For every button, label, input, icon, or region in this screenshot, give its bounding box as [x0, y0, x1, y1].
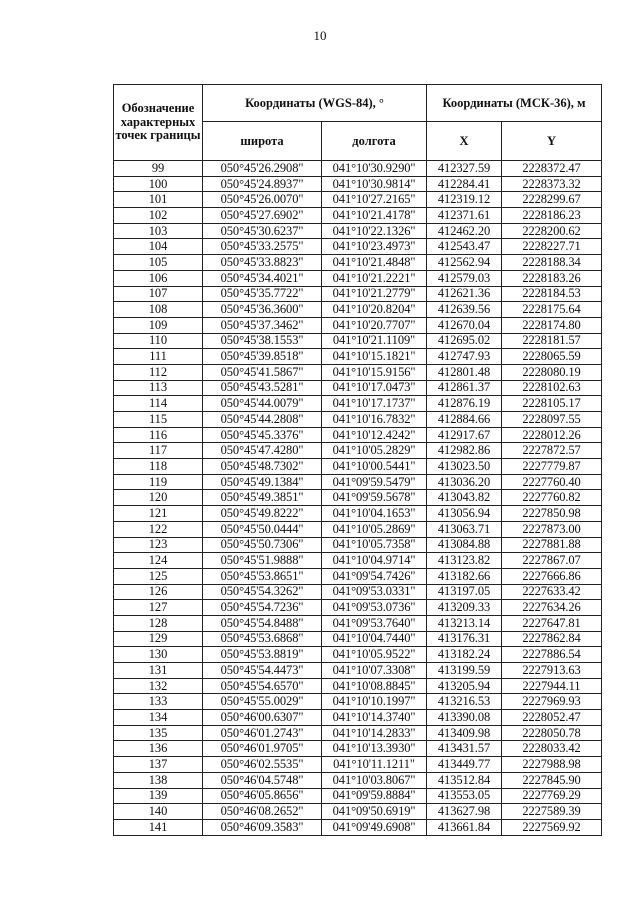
table-row [114, 647, 602, 663]
longitude-cell: 041°10'13.3930" [322, 741, 427, 757]
table-row [114, 208, 602, 224]
point-number-cell: 131 [114, 663, 203, 679]
latitude-cell: 050°46'05.8656" [203, 788, 322, 804]
table-row [114, 161, 602, 177]
latitude-cell: 050°46'00.6307" [203, 710, 322, 726]
table-row [114, 553, 602, 569]
y-cell: 2227881.88 [502, 537, 602, 553]
point-number-cell: 105 [114, 255, 203, 271]
table-row [114, 584, 602, 600]
latitude-cell: 050°45'30.6237" [203, 223, 322, 239]
longitude-cell: 041°10'15.9156" [322, 364, 427, 380]
latitude-cell: 050°45'26.2908" [203, 161, 322, 177]
y-cell: 2227666.86 [502, 568, 602, 584]
y-cell: 2228372.47 [502, 161, 602, 177]
latitude-cell: 050°45'49.8222" [203, 506, 322, 522]
longitude-cell: 041°10'20.7707" [322, 317, 427, 333]
table-row [114, 255, 602, 271]
longitude-cell: 041°10'27.2165" [322, 192, 427, 208]
longitude-cell: 041°09'53.0736" [322, 600, 427, 616]
x-cell: 413627.98 [427, 804, 502, 820]
x-cell: 412917.67 [427, 427, 502, 443]
x-cell: 413390.08 [427, 710, 502, 726]
header-point-designation: Обозначение характерных точек границы [114, 85, 203, 161]
table-row [114, 443, 602, 459]
point-number-cell: 122 [114, 521, 203, 537]
y-cell: 2228065.59 [502, 349, 602, 365]
longitude-cell: 041°10'14.2833" [322, 725, 427, 741]
x-cell: 412639.56 [427, 302, 502, 318]
point-number-cell: 108 [114, 302, 203, 318]
table-body [114, 161, 602, 836]
table-row [114, 286, 602, 302]
x-cell: 412876.19 [427, 396, 502, 412]
point-number-cell: 124 [114, 553, 203, 569]
point-number-cell: 126 [114, 584, 203, 600]
y-cell: 2227760.82 [502, 490, 602, 506]
x-cell: 413197.05 [427, 584, 502, 600]
table-row [114, 459, 602, 475]
point-number-cell: 109 [114, 317, 203, 333]
latitude-cell: 050°45'53.6868" [203, 631, 322, 647]
x-cell: 412884.66 [427, 412, 502, 428]
y-cell: 2228080.19 [502, 364, 602, 380]
table-row [114, 694, 602, 710]
page-number: 10 [313, 28, 327, 43]
latitude-cell: 050°46'02.5535" [203, 757, 322, 773]
y-cell: 2227845.90 [502, 772, 602, 788]
longitude-cell: 041°10'23.4973" [322, 239, 427, 255]
x-cell: 412371.61 [427, 208, 502, 224]
point-number-cell: 101 [114, 192, 203, 208]
x-cell: 413661.84 [427, 819, 502, 835]
y-cell: 2227913.63 [502, 663, 602, 679]
x-cell: 413431.57 [427, 741, 502, 757]
point-number-cell: 120 [114, 490, 203, 506]
x-cell: 412543.47 [427, 239, 502, 255]
table-row [114, 474, 602, 490]
y-cell: 2227769.29 [502, 788, 602, 804]
point-number-cell: 114 [114, 396, 203, 412]
latitude-cell: 050°45'43.5281" [203, 380, 322, 396]
y-cell: 2227569.92 [502, 819, 602, 835]
latitude-cell: 050°45'51.9888" [203, 553, 322, 569]
longitude-cell: 041°09'53.0331" [322, 584, 427, 600]
longitude-cell: 041°10'05.9522" [322, 647, 427, 663]
latitude-cell: 050°45'27.6902" [203, 208, 322, 224]
longitude-cell: 041°10'21.4178" [322, 208, 427, 224]
table-row [114, 317, 602, 333]
table-row [114, 537, 602, 553]
y-cell: 2227944.11 [502, 678, 602, 694]
y-cell: 2227862.84 [502, 631, 602, 647]
x-cell: 413553.05 [427, 788, 502, 804]
latitude-cell: 050°45'50.0444" [203, 521, 322, 537]
x-cell: 412462.20 [427, 223, 502, 239]
latitude-cell: 050°45'38.1553" [203, 333, 322, 349]
y-cell: 2228050.78 [502, 725, 602, 741]
latitude-cell: 050°45'44.0079" [203, 396, 322, 412]
point-number-cell: 104 [114, 239, 203, 255]
coordinates-table [113, 84, 602, 836]
point-number-cell: 110 [114, 333, 203, 349]
y-cell: 2227634.26 [502, 600, 602, 616]
latitude-cell: 050°45'36.3600" [203, 302, 322, 318]
longitude-cell: 041°10'05.2829" [322, 443, 427, 459]
point-number-cell: 137 [114, 757, 203, 773]
latitude-cell: 050°45'55.0029" [203, 694, 322, 710]
point-number-cell: 121 [114, 506, 203, 522]
table-row [114, 490, 602, 506]
x-cell: 413209.33 [427, 600, 502, 616]
x-cell: 413043.82 [427, 490, 502, 506]
point-number-cell: 128 [114, 615, 203, 631]
longitude-cell: 041°09'49.6908" [322, 819, 427, 835]
longitude-cell: 041°10'00.5441" [322, 459, 427, 475]
x-cell: 412861.37 [427, 380, 502, 396]
y-cell: 2228188.34 [502, 255, 602, 271]
latitude-cell: 050°45'44.2808" [203, 412, 322, 428]
table-row [114, 772, 602, 788]
longitude-cell: 041°10'05.7358" [322, 537, 427, 553]
y-cell: 2227872.57 [502, 443, 602, 459]
x-cell: 413123.82 [427, 553, 502, 569]
x-cell: 413084.88 [427, 537, 502, 553]
table-row [114, 223, 602, 239]
point-number-cell: 139 [114, 788, 203, 804]
point-number-cell: 136 [114, 741, 203, 757]
longitude-cell: 041°10'21.2221" [322, 270, 427, 286]
table-row [114, 568, 602, 584]
longitude-cell: 041°10'17.1737" [322, 396, 427, 412]
longitude-cell: 041°10'08.8845" [322, 678, 427, 694]
x-cell: 413036.20 [427, 474, 502, 490]
table-row [114, 663, 602, 679]
y-cell: 2227873.00 [502, 521, 602, 537]
latitude-cell: 050°45'53.8651" [203, 568, 322, 584]
longitude-cell: 041°10'21.2779" [322, 286, 427, 302]
latitude-cell: 050°45'54.6570" [203, 678, 322, 694]
table-row [114, 192, 602, 208]
longitude-cell: 041°10'21.4848" [322, 255, 427, 271]
table-row [114, 364, 602, 380]
longitude-cell: 041°10'22.1326" [322, 223, 427, 239]
latitude-cell: 050°45'37.3462" [203, 317, 322, 333]
y-cell: 2227886.54 [502, 647, 602, 663]
latitude-cell: 050°45'35.7722" [203, 286, 322, 302]
table-row [114, 741, 602, 757]
longitude-cell: 041°10'07.3308" [322, 663, 427, 679]
latitude-cell: 050°46'01.2743" [203, 725, 322, 741]
table-row [114, 615, 602, 631]
point-number-cell: 106 [114, 270, 203, 286]
x-cell: 413023.50 [427, 459, 502, 475]
table-row [114, 302, 602, 318]
point-number-cell: 133 [114, 694, 203, 710]
y-cell: 2228033.42 [502, 741, 602, 757]
table-row [114, 380, 602, 396]
x-cell: 412621.36 [427, 286, 502, 302]
x-cell: 412327.59 [427, 161, 502, 177]
y-cell: 2227867.07 [502, 553, 602, 569]
latitude-cell: 050°46'09.3583" [203, 819, 322, 835]
point-number-cell: 115 [114, 412, 203, 428]
x-cell: 413056.94 [427, 506, 502, 522]
longitude-cell: 041°10'30.9290" [322, 161, 427, 177]
point-number-cell: 118 [114, 459, 203, 475]
table-row [114, 333, 602, 349]
latitude-cell: 050°45'49.3851" [203, 490, 322, 506]
x-cell: 413213.14 [427, 615, 502, 631]
latitude-cell: 050°45'45.3376" [203, 427, 322, 443]
latitude-cell: 050°45'54.8488" [203, 615, 322, 631]
latitude-cell: 050°46'08.2652" [203, 804, 322, 820]
longitude-cell: 041°09'50.6919" [322, 804, 427, 820]
point-number-cell: 111 [114, 349, 203, 365]
longitude-cell: 041°09'59.5678" [322, 490, 427, 506]
point-number-cell: 116 [114, 427, 203, 443]
point-number-cell: 119 [114, 474, 203, 490]
y-cell: 2228183.26 [502, 270, 602, 286]
latitude-cell: 050°45'54.7236" [203, 600, 322, 616]
latitude-cell: 050°45'47.4280" [203, 443, 322, 459]
latitude-cell: 050°45'54.3262" [203, 584, 322, 600]
x-cell: 412747.93 [427, 349, 502, 365]
table-row [114, 270, 602, 286]
y-cell: 2227969.93 [502, 694, 602, 710]
table-row [114, 757, 602, 773]
table-row [114, 725, 602, 741]
table-row [114, 412, 602, 428]
longitude-cell: 041°10'30.9814" [322, 176, 427, 192]
latitude-cell: 050°45'50.7306" [203, 537, 322, 553]
y-cell: 2227850.98 [502, 506, 602, 522]
x-cell: 412670.04 [427, 317, 502, 333]
x-cell: 413512.84 [427, 772, 502, 788]
point-number-cell: 102 [114, 208, 203, 224]
longitude-cell: 041°10'16.7832" [322, 412, 427, 428]
y-cell: 2227633.42 [502, 584, 602, 600]
y-cell: 2228105.17 [502, 396, 602, 412]
point-number-cell: 141 [114, 819, 203, 835]
x-cell: 412982.86 [427, 443, 502, 459]
latitude-cell: 050°45'33.8823" [203, 255, 322, 271]
latitude-cell: 050°45'24.8937" [203, 176, 322, 192]
y-cell: 2228181.57 [502, 333, 602, 349]
longitude-cell: 041°10'03.8067" [322, 772, 427, 788]
table-row [114, 804, 602, 820]
point-number-cell: 117 [114, 443, 203, 459]
longitude-cell: 041°10'20.8204" [322, 302, 427, 318]
longitude-cell: 041°10'14.3740" [322, 710, 427, 726]
header-latitude: широта [203, 122, 322, 161]
longitude-cell: 041°10'12.4242" [322, 427, 427, 443]
latitude-cell: 050°45'48.7302" [203, 459, 322, 475]
longitude-cell: 041°09'59.8884" [322, 788, 427, 804]
point-number-cell: 132 [114, 678, 203, 694]
table-row [114, 678, 602, 694]
table-row [114, 506, 602, 522]
longitude-cell: 041°10'11.1211" [322, 757, 427, 773]
longitude-cell: 041°10'04.9714" [322, 553, 427, 569]
header-y: Y [502, 122, 602, 161]
latitude-cell: 050°45'54.4473" [203, 663, 322, 679]
x-cell: 412695.02 [427, 333, 502, 349]
x-cell: 412562.94 [427, 255, 502, 271]
table-row [114, 631, 602, 647]
point-number-cell: 107 [114, 286, 203, 302]
table-row [114, 349, 602, 365]
table-row [114, 600, 602, 616]
longitude-cell: 041°09'53.7640" [322, 615, 427, 631]
table-row [114, 239, 602, 255]
y-cell: 2227760.40 [502, 474, 602, 490]
y-cell: 2228299.67 [502, 192, 602, 208]
point-number-cell: 138 [114, 772, 203, 788]
y-cell: 2228052.47 [502, 710, 602, 726]
table-row [114, 710, 602, 726]
point-number-cell: 125 [114, 568, 203, 584]
y-cell: 2228184.53 [502, 286, 602, 302]
y-cell: 2227589.39 [502, 804, 602, 820]
x-cell: 412801.48 [427, 364, 502, 380]
point-number-cell: 112 [114, 364, 203, 380]
y-cell: 2228200.62 [502, 223, 602, 239]
longitude-cell: 041°10'05.2869" [322, 521, 427, 537]
latitude-cell: 050°45'41.5867" [203, 364, 322, 380]
y-cell: 2228373.32 [502, 176, 602, 192]
point-number-cell: 127 [114, 600, 203, 616]
longitude-cell: 041°09'54.7426" [322, 568, 427, 584]
y-cell: 2228097.55 [502, 412, 602, 428]
point-number-cell: 100 [114, 176, 203, 192]
point-number-cell: 134 [114, 710, 203, 726]
latitude-cell: 050°45'53.8819" [203, 647, 322, 663]
point-number-cell: 135 [114, 725, 203, 741]
point-number-cell: 130 [114, 647, 203, 663]
longitude-cell: 041°10'21.1109" [322, 333, 427, 349]
x-cell: 413182.24 [427, 647, 502, 663]
y-cell: 2228012.26 [502, 427, 602, 443]
x-cell: 413409.98 [427, 725, 502, 741]
x-cell: 413176.31 [427, 631, 502, 647]
latitude-cell: 050°45'34.4021" [203, 270, 322, 286]
table-row [114, 819, 602, 835]
x-cell: 412319.12 [427, 192, 502, 208]
y-cell: 2228102.63 [502, 380, 602, 396]
x-cell: 413182.66 [427, 568, 502, 584]
table-header-row [114, 85, 602, 122]
latitude-cell: 050°45'39.8518" [203, 349, 322, 365]
latitude-cell: 050°45'49.1384" [203, 474, 322, 490]
x-cell: 413449.77 [427, 757, 502, 773]
point-number-cell: 113 [114, 380, 203, 396]
point-number-cell: 123 [114, 537, 203, 553]
table-row [114, 396, 602, 412]
table-row [114, 788, 602, 804]
header-longitude: долгота [322, 122, 427, 161]
table-row [114, 427, 602, 443]
point-number-cell: 140 [114, 804, 203, 820]
y-cell: 2228174.80 [502, 317, 602, 333]
header-msk36: Координаты (МСК-36), м [427, 85, 602, 122]
point-number-cell: 99 [114, 161, 203, 177]
header-wgs84: Координаты (WGS-84), ° [203, 85, 427, 122]
longitude-cell: 041°10'10.1997" [322, 694, 427, 710]
latitude-cell: 050°45'33.2575" [203, 239, 322, 255]
x-cell: 413216.53 [427, 694, 502, 710]
y-cell: 2228186.23 [502, 208, 602, 224]
y-cell: 2227779.87 [502, 459, 602, 475]
x-cell: 412579.03 [427, 270, 502, 286]
table-row [114, 176, 602, 192]
header-x: X [427, 122, 502, 161]
latitude-cell: 050°46'04.5748" [203, 772, 322, 788]
latitude-cell: 050°46'01.9705" [203, 741, 322, 757]
y-cell: 2227647.81 [502, 615, 602, 631]
longitude-cell: 041°10'04.7440" [322, 631, 427, 647]
latitude-cell: 050°45'26.0070" [203, 192, 322, 208]
x-cell: 413063.71 [427, 521, 502, 537]
x-cell: 413205.94 [427, 678, 502, 694]
y-cell: 2227988.98 [502, 757, 602, 773]
longitude-cell: 041°10'17.0473" [322, 380, 427, 396]
point-number-cell: 103 [114, 223, 203, 239]
x-cell: 412284.41 [427, 176, 502, 192]
y-cell: 2228175.64 [502, 302, 602, 318]
point-number-cell: 129 [114, 631, 203, 647]
x-cell: 413199.59 [427, 663, 502, 679]
table-row [114, 521, 602, 537]
longitude-cell: 041°09'59.5479" [322, 474, 427, 490]
longitude-cell: 041°10'15.1821" [322, 349, 427, 365]
y-cell: 2228227.71 [502, 239, 602, 255]
longitude-cell: 041°10'04.1653" [322, 506, 427, 522]
